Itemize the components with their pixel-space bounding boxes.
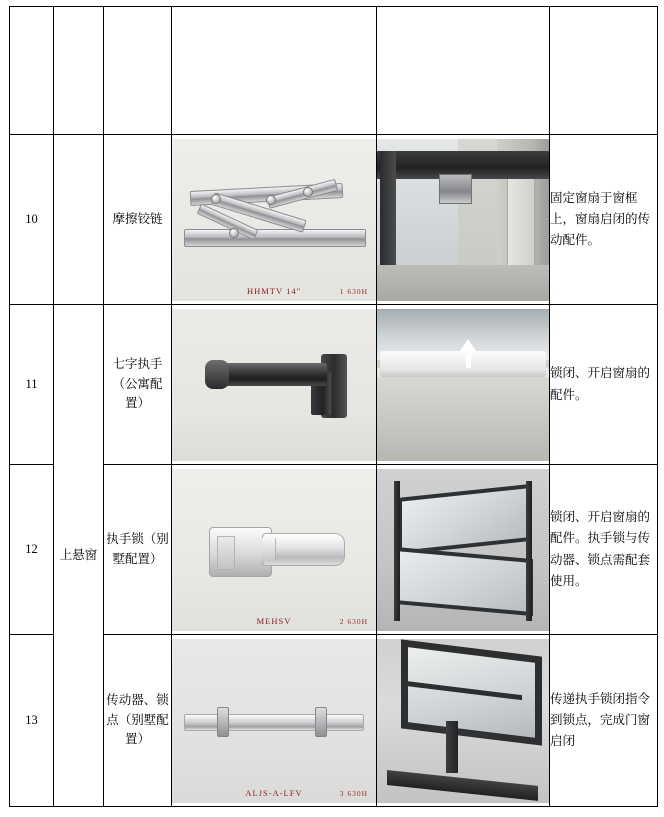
product-caption: HHMTV 14" — [246, 285, 302, 296]
seven-shape-handle-photo — [172, 309, 376, 461]
row-number: 13 — [10, 635, 54, 807]
row-number: 12 — [10, 465, 54, 635]
row-description: 传递执手锁闭指令到锁点，完成门窗启闭 — [550, 635, 658, 807]
row-number: 10 — [10, 135, 54, 305]
table-row — [10, 305, 658, 465]
document-page — [0, 6, 664, 817]
table-row — [10, 7, 658, 135]
row-description: 锁闭、开启窗扇的配件。执手锁与传动器、锁点需配套使用。 — [550, 465, 658, 635]
row-name — [104, 7, 172, 135]
awning-exterior-photo — [377, 639, 549, 803]
product-photo-cell — [172, 635, 377, 807]
row-name: 摩擦铰链 — [104, 135, 172, 305]
product-caption-code: 3 630H — [339, 788, 368, 798]
row-name: 执手锁（别墅配置） — [104, 465, 172, 635]
table-row — [10, 465, 658, 635]
product-caption: ALJS-A-LFV — [245, 787, 303, 798]
install-photo-cell — [377, 305, 550, 465]
row-number: 11 — [10, 305, 54, 465]
product-photo-cell — [172, 305, 377, 465]
row-description: 固定窗扇于窗框上，窗扇启闭的传动配件。 — [550, 135, 658, 305]
product-photo-cell — [172, 7, 377, 135]
hinge-install-photo — [377, 139, 549, 301]
awning-window-photo — [377, 469, 549, 631]
product-photo-cell — [172, 135, 377, 305]
install-photo-cell — [377, 7, 550, 135]
hardware-spec-table — [9, 6, 658, 807]
install-photo-cell — [377, 135, 550, 305]
product-caption-code: 2 630H — [339, 616, 368, 626]
row-name: 七字执手（公寓配置） — [104, 305, 172, 465]
product-caption-code: 1 630H — [339, 286, 368, 296]
row-group — [54, 7, 104, 135]
row-description — [550, 7, 658, 135]
row-group — [54, 135, 104, 305]
install-photo-cell — [377, 635, 550, 807]
row-description: 锁闭、开启窗扇的配件。 — [550, 305, 658, 465]
row-group: 上悬窗 — [54, 305, 104, 807]
handle-lock-photo — [172, 469, 376, 631]
product-photo-cell — [172, 465, 377, 635]
friction-hinge-photo — [172, 139, 376, 301]
transmission-rod-photo — [172, 639, 376, 803]
handle-install-photo — [377, 309, 549, 461]
product-caption: MEHSV — [256, 615, 292, 626]
row-number — [10, 7, 54, 135]
install-photo-cell — [377, 465, 550, 635]
table-row — [10, 135, 658, 305]
row-name: 传动器、锁点（别墅配置） — [104, 635, 172, 807]
table-row — [10, 635, 658, 807]
